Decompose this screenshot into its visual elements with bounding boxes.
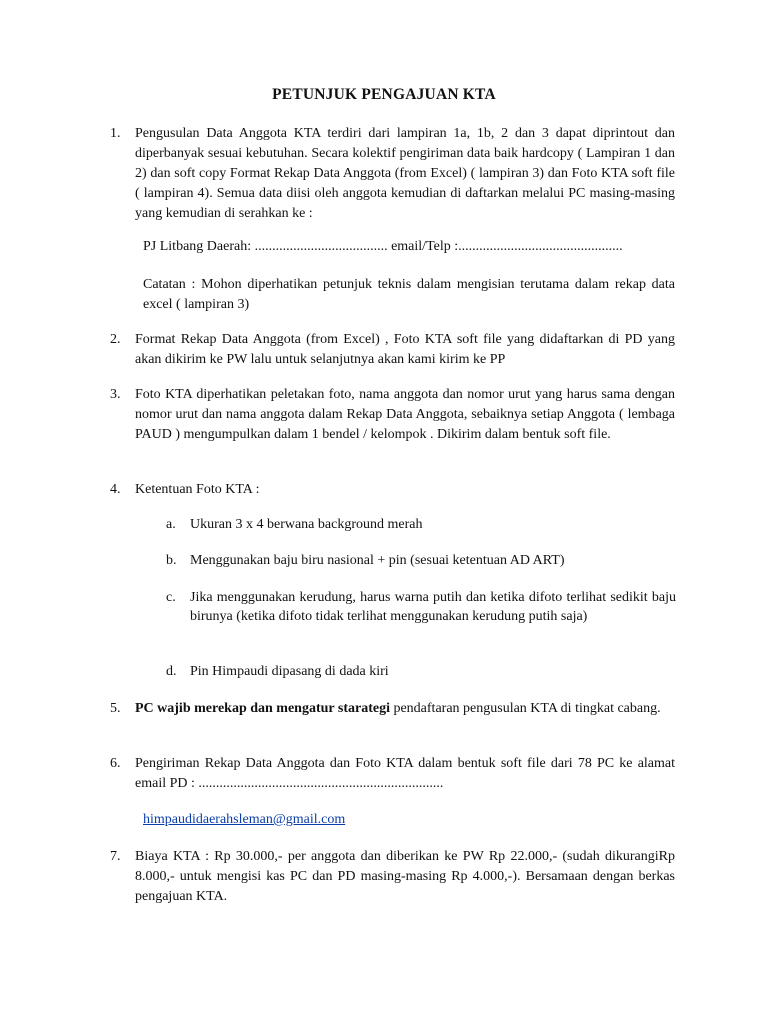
item-number: 6. [110,756,121,771]
item-text [135,699,675,719]
sub-item-letter: c. [166,590,176,605]
item-text: Pengusulan Data Anggota KTA terdiri dari lampiran 1a, 1b, 2 dan 3 dapat diprintout dan diperbanyak sesuai kebutuhan. Secara kolektif pengiriman data baik hardcopy ( Lampiran 1 dan 2) dan soft copy Format Rekap Data Anggota (from Excel) ( lampiran 3) dan Foto KTA soft file ( lampiran 4). Semua data diisi oleh anggota kemudian di daftarkan melalui PC masing-masing yang kemudian di serahkan ke : [135,126,675,221]
item-text: Foto KTA diperhatikan peletakan foto, nama anggota dan nomor urut yang harus sama dengan nomor urut dan nama anggota dalam Rekap Data Anggota, sebaiknya setiap Anggota ( lembaga PAUD ) mengumpulkan dalam 1 bendel / kelompok . Dikirim dalam bentuk soft file. [135,387,675,442]
item-number: 2. [110,332,121,347]
email-link[interactable]: himpaudidaerahsleman@gmail.com [143,812,346,827]
item-number: 3. [110,387,121,402]
item-text: Format Rekap Data Anggota (from Excel) , Foto KTA soft file yang didaftarkan di PD yang akan dikirim ke PW lalu untuk selanjutnya akan kami kirim ke PP [135,332,675,367]
sub-item-text: Menggunakan baju biru nasional + pin (sesuai ketentuan AD ART) [190,553,565,568]
item-bold-text: PC wajib merekap dan mengatur starategi [135,701,390,716]
sub-item-letter: d. [166,664,177,679]
sub-item-letter: b. [166,553,177,568]
sub-item-text: Pin Himpaudi dipasang di dada kiri [190,664,389,679]
item-text: Biaya KTA : Rp 30.000,- per anggota dan diberikan ke PW Rp 22.000,- (sudah dikurangiRp 8.000,- untuk mengisi kas PC dan PD masing-masing Rp 4.000,-). Bersamaan dengan berkas pengajuan KTA. [135,849,675,904]
sub-item-text: Jika menggunakan kerudung, harus warna putih dan ketika difoto terlihat sedikit baju birunya (ketika difoto tidak terlihat menggunakan kerudung putih saja) [190,590,676,624]
document-title: PETUNJUK PENGAJUAN KTA [272,86,496,103]
item-text: Pengiriman Rekap Data Anggota dan Foto KTA dalam bentuk soft file dari 78 PC ke alamat email PD : ...................................................................... [135,756,675,791]
item-text: Ketentuan Foto KTA : [135,482,260,497]
email-link-line [143,810,675,830]
item-number: 7. [110,849,121,864]
catatan-note: Catatan : Mohon diperhatikan petunjuk teknis dalam mengisian terutama dalam rekap data excel ( lampiran 3) [143,277,675,312]
pj-litbang-line: PJ Litbang Daerah: ...................................... email/Telp :............................................... [143,239,623,254]
sub-item-text: Ukuran 3 x 4 berwana background merah [190,517,423,532]
item-rest-text: pendaftaran pengusulan KTA di tingkat cabang. [389,701,661,716]
item-number: 5. [110,701,121,716]
item-number: 1. [110,126,121,141]
sub-item-letter: a. [166,517,176,532]
item-number: 4. [110,482,121,497]
